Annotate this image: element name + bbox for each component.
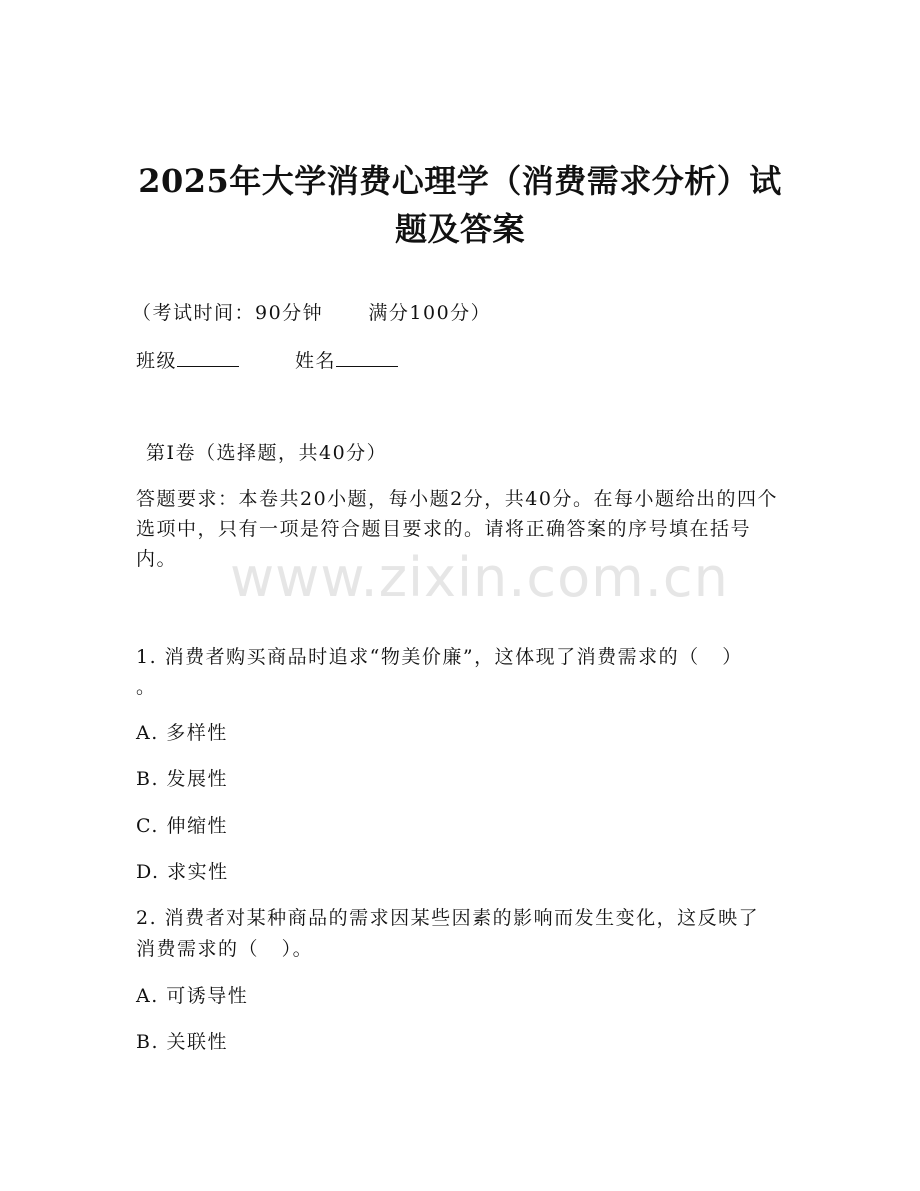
exam-info: （考试时间：90分钟 满分100分）	[132, 302, 492, 324]
class-blank	[177, 348, 239, 367]
document-title-line-2: 题及答案	[394, 210, 525, 248]
document-title-line-1: 2025年大学消费心理学（消费需求分析）试	[138, 162, 782, 200]
question-2-stem: 2. 消费者对某种商品的需求因某些因素的影响而发生变化，这反映了	[136, 907, 760, 929]
question-2-option-a: A. 可诱导性	[136, 985, 249, 1007]
question-2-stem-cont: 消费需求的（ ）。	[136, 938, 314, 960]
name-blank	[336, 348, 398, 367]
class-label: 班级	[136, 350, 178, 372]
watermark: www.zixin.com.cn	[230, 546, 729, 609]
name-label: 姓名	[295, 350, 337, 372]
question-1-option-a: A. 多样性	[136, 722, 228, 744]
question-1-stem-cont: 。	[136, 676, 157, 698]
student-info-row	[136, 346, 398, 376]
section-title: 第I卷（选择题，共40分）	[146, 442, 388, 464]
question-2-option-b: B. 关联性	[136, 1031, 229, 1053]
question-1-option-d: D. 求实性	[136, 861, 229, 883]
question-1-option-b: B. 发展性	[136, 768, 229, 790]
instructions: 答题要求：本卷共20小题，每小题2分，共40分。在每小题给出的四个选项中，只有一项是符合题目要求的。请将正确答案的序号填在括号内。	[136, 488, 778, 570]
question-1-stem: 1. 消费者购买商品时追求“物美价廉”，这体现了消费需求的（ ）	[136, 646, 743, 668]
question-1-option-c: C. 伸缩性	[136, 815, 228, 837]
